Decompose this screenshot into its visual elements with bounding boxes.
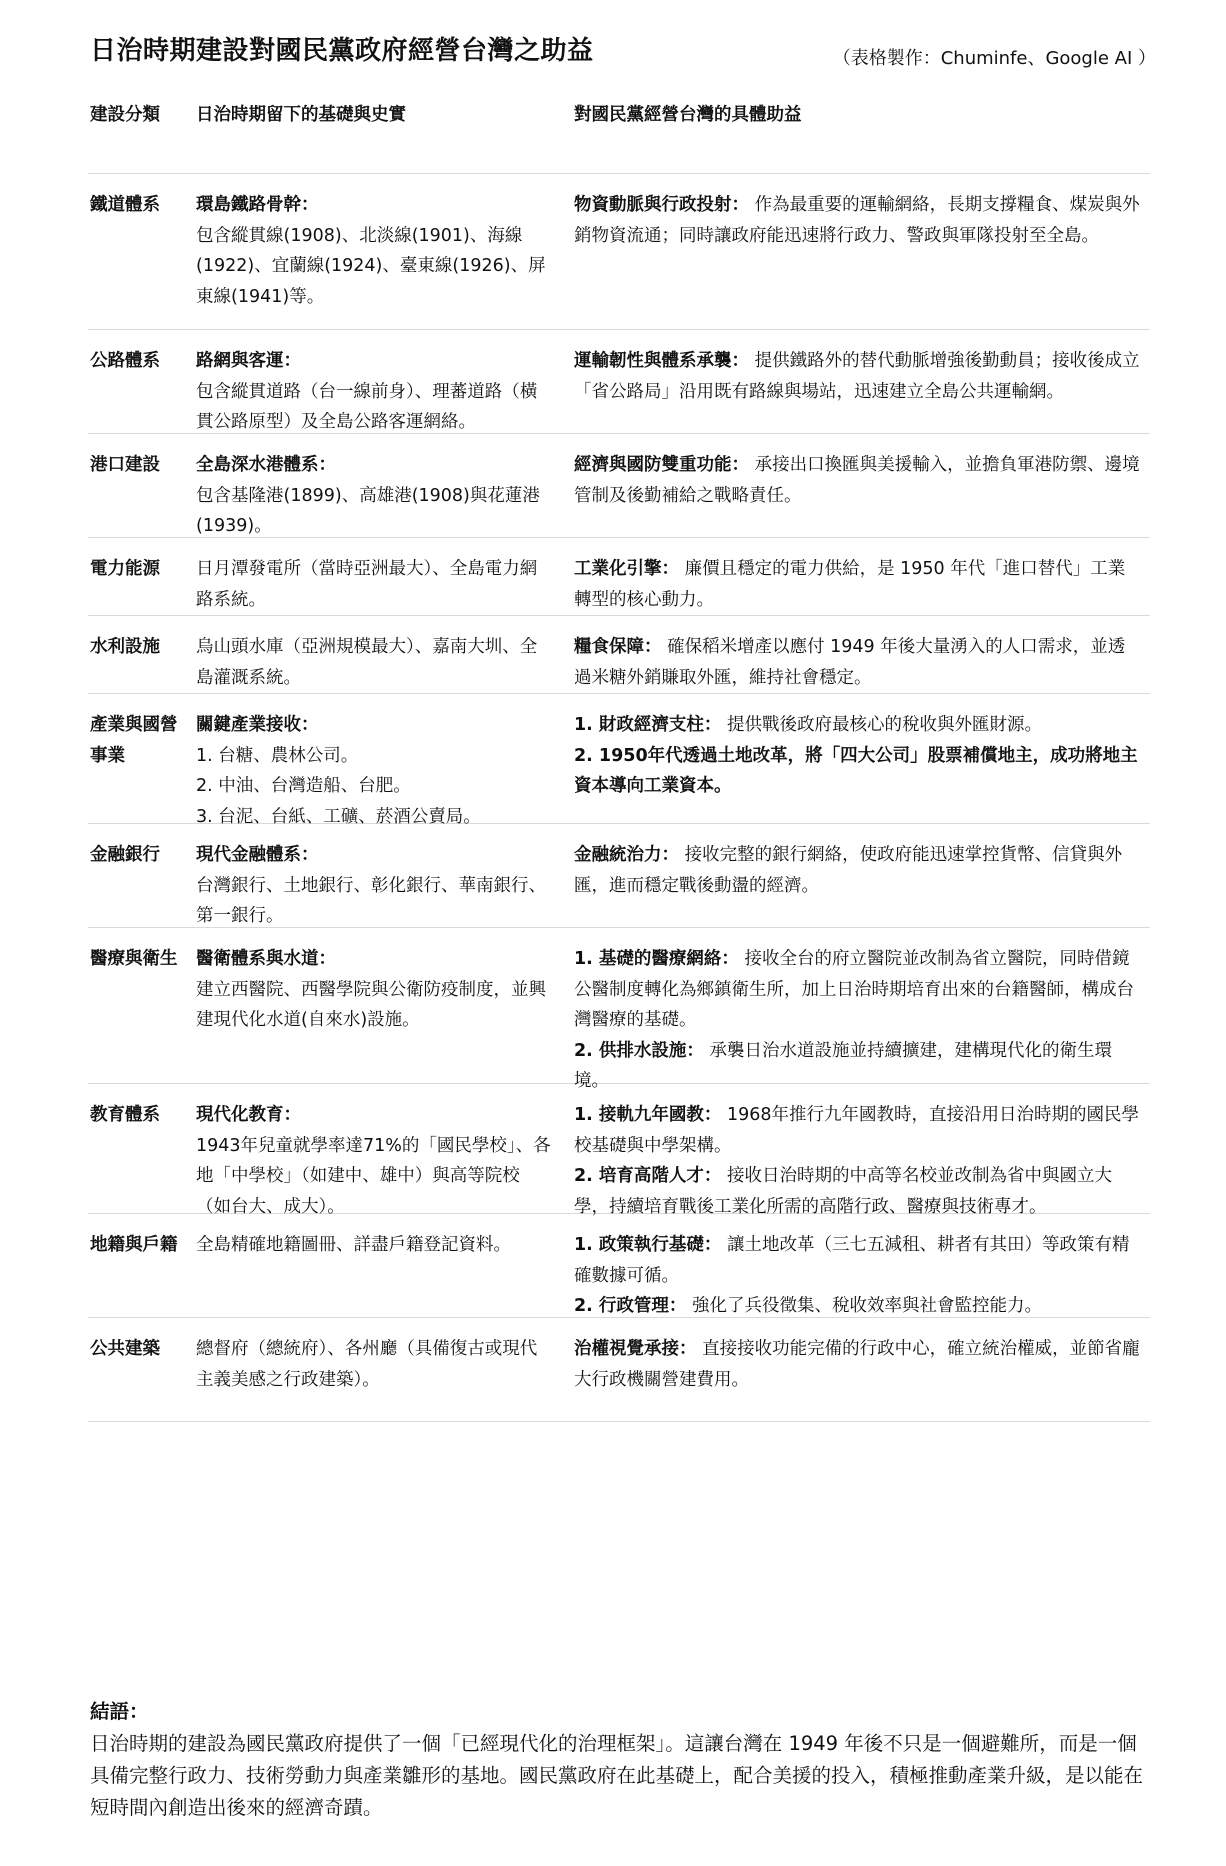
- foundation-text: 烏山頭水庫（亞洲規模最大）、嘉南大圳、全島灌溉系統。: [196, 637, 538, 688]
- benefit-title: 治權視覺承接：: [574, 1339, 697, 1359]
- benefit-title: 1. 接軌九年國教：: [574, 1105, 722, 1125]
- foundation-title: 環島鐵路骨幹：: [196, 195, 319, 215]
- table-row: [88, 1214, 1150, 1318]
- benefit-title: 糧食保障：: [574, 637, 662, 657]
- comparison-table: [88, 100, 1150, 1422]
- foundation-text: 日月潭發電所（當時亞洲最大）、全島電力網路系統。: [196, 559, 538, 610]
- benefit-title: 2. 1950年代透過土地改革，將「四大公司」股票補償地主，成功將地主資本導向工業資本。: [574, 745, 1138, 796]
- foundation-title: 全島深水港體系：: [196, 455, 336, 475]
- benefit-title: 工業化引擎：: [574, 559, 679, 579]
- benefit-item: [574, 554, 1140, 615]
- row-foundation: [188, 1230, 568, 1317]
- benefit-title: 2. 供排水設施：: [574, 1040, 704, 1061]
- benefit-text: 提供戰後政府最核心的稅收與外匯財源。: [727, 715, 1042, 735]
- foundation-text: 全島精確地籍圖冊、詳盡戶籍登記資料。: [196, 1235, 511, 1255]
- benefit-item: [574, 346, 1140, 407]
- row-foundation: [188, 554, 568, 615]
- table-row: [88, 538, 1150, 616]
- page-title: 日治時期建設對國民黨政府經營台灣之助益: [90, 36, 594, 66]
- table-row: [88, 434, 1150, 538]
- row-foundation: [188, 450, 568, 537]
- benefit-item: [574, 944, 1140, 1036]
- foundation-title: 關鍵產業接收：: [196, 715, 319, 735]
- benefit-text: 確保稻米增產以應付 1949 年後大量湧入的人口需求，並透過米糖外銷賺取外匯，維持社會穩定。: [574, 637, 1126, 688]
- table-row: [88, 1318, 1150, 1422]
- benefit-title: 2. 行政管理：: [574, 1296, 687, 1316]
- foundation-title: 現代金融體系：: [196, 845, 319, 865]
- row-foundation: [188, 710, 568, 827]
- row-foundation: [188, 1334, 568, 1421]
- benefit-text: 直接接收功能完備的行政中心，確立統治權威，並節省龐大行政機關營建費用。: [574, 1339, 1140, 1390]
- row-benefit: [568, 450, 1140, 537]
- row-benefit: [568, 710, 1140, 823]
- foundation-text: 3. 台泥、台紙、工礦、菸酒公賣局。: [196, 806, 481, 827]
- row-foundation: [188, 190, 568, 329]
- row-category: 鐵道體系: [90, 195, 160, 215]
- table-row: [88, 616, 1150, 694]
- benefit-text: 承接出口換匯與美援輸入，並擔負軍港防禦、邊境管制及後勤補給之戰略責任。: [574, 455, 1140, 506]
- benefit-item: [574, 840, 1140, 901]
- benefit-text: 廉價且穩定的電力供給，是 1950 年代「進口替代」工業轉型的核心動力。: [574, 559, 1126, 610]
- foundation-text: 包含縱貫線(1908)、北淡線(1901)、海線(1922)、宜蘭線(1924)、臺東線(1926)、屏東線(1941)等。: [196, 225, 546, 307]
- header-category: 建設分類: [90, 105, 160, 125]
- row-foundation: [188, 346, 568, 433]
- table-credit: （表格製作：Chuminfe、Google AI ）: [832, 48, 1156, 69]
- foundation-text: 包含基隆港(1899)、高雄港(1908)與花蓮港(1939)。: [196, 485, 540, 536]
- benefit-text: 接收日治時期的中高等名校並改制為省中與國立大學，持續培育戰後工業化所需的高階行政、醫療與技術專才。: [574, 1166, 1112, 1217]
- foundation-text: 包含縱貫道路（台一線前身）、理蕃道路（橫貫公路原型）及全島公路客運網絡。: [196, 381, 538, 432]
- row-benefit: [568, 1100, 1140, 1217]
- table-row: [88, 174, 1150, 330]
- benefit-text: 接收完整的銀行網絡，使政府能迅速掌控貨幣、信貸與外匯，進而穩定戰後動盪的經濟。: [574, 845, 1123, 896]
- benefit-title: 經濟與國防雙重功能：: [574, 455, 749, 475]
- row-category: 教育體系: [90, 1105, 160, 1125]
- row-benefit: [568, 1334, 1140, 1421]
- foundation-title: 現代化教育：: [196, 1105, 301, 1125]
- benefit-title: 1. 基礎的醫療網絡：: [574, 949, 739, 969]
- benefit-item: [574, 1291, 1140, 1322]
- conclusion-title: 結語：: [90, 1700, 149, 1723]
- row-benefit: [568, 840, 1140, 927]
- row-category: 公路體系: [90, 351, 160, 371]
- table-row: [88, 824, 1150, 928]
- table-header-row: [88, 100, 1150, 174]
- table-row: [88, 330, 1150, 434]
- row-benefit: [568, 1230, 1140, 1317]
- row-category: 公共建築: [90, 1339, 160, 1359]
- benefit-title: 運輸韌性與體系承襲：: [574, 351, 749, 371]
- row-category: 水利設施: [90, 637, 160, 657]
- row-benefit: [568, 190, 1140, 329]
- header-benefit: 對國民黨經營台灣的具體助益: [574, 105, 802, 125]
- benefit-title: 1. 財政經濟支柱：: [574, 715, 722, 735]
- foundation-text: 2. 中油、台灣造船、台肥。: [196, 776, 411, 796]
- foundation-text: 1. 台糖、農林公司。: [196, 745, 359, 766]
- foundation-title: 醫衛體系與水道：: [196, 949, 336, 969]
- foundation-text: 總督府（總統府）、各州廳（具備復古或現代主義美感之行政建築）。: [196, 1339, 538, 1390]
- row-category: 產業與國營事業: [90, 715, 178, 766]
- benefit-item: [574, 450, 1140, 511]
- row-category: 金融銀行: [90, 845, 160, 865]
- benefit-text: 承襲日治水道設施並持續擴建，建構現代化的衛生環境。: [574, 1040, 1112, 1091]
- benefit-text: 作為最重要的運輸網絡，長期支撐糧食、煤炭與外銷物資流通；同時讓政府能迅速將行政力、警政與軍隊投射至全島。: [574, 195, 1140, 246]
- benefit-item: [574, 1230, 1140, 1291]
- row-foundation: [188, 1100, 568, 1217]
- benefit-item: [574, 1161, 1140, 1222]
- row-foundation: [188, 632, 568, 693]
- benefit-item: [574, 1036, 1140, 1097]
- benefit-text: 1968年推行九年國教時，直接沿用日治時期的國民學校基礎與中學架構。: [574, 1105, 1140, 1156]
- row-benefit: [568, 346, 1140, 433]
- conclusion: [90, 1696, 1150, 1824]
- benefit-item: [574, 632, 1140, 693]
- row-benefit: [568, 554, 1140, 615]
- conclusion-text: 日治時期的建設為國民黨政府提供了一個「已經現代化的治理框架」。這讓台灣在 1949 年後不只是一個避難所，而是一個具備完整行政力、技術勞動力與產業雛形的基地。國民黨政府在此基礎上，配合美援的投入，積極推動產業升級，是以能在短時間內創造出後來的經濟奇蹟。: [90, 1732, 1144, 1819]
- benefit-item: [574, 190, 1140, 251]
- benefit-text: 強化了兵役徵集、稅收效率與社會監控能力。: [692, 1296, 1042, 1316]
- benefit-title: 金融統治力：: [574, 845, 679, 865]
- foundation-title: 路網與客運：: [196, 351, 301, 371]
- header-foundation: 日治時期留下的基礎與史實: [196, 105, 406, 125]
- benefit-text: 提供鐵路外的替代動脈增強後勤動員；接收後成立「省公路局」沿用既有路線與場站，迅速建立全島公共運輸網。: [574, 351, 1140, 402]
- benefit-item: [574, 1100, 1140, 1161]
- foundation-text: 台灣銀行、土地銀行、彰化銀行、華南銀行、第一銀行。: [196, 875, 546, 926]
- row-category: 地籍與戶籍: [90, 1235, 178, 1255]
- benefit-text: 讓土地改革（三七五減租、耕者有其田）等政策有精確數據可循。: [574, 1235, 1130, 1286]
- row-category: 港口建設: [90, 455, 160, 475]
- row-foundation: [188, 840, 568, 927]
- benefit-text: 接收全台的府立醫院並改制為省立醫院，同時借鏡公醫制度轉化為鄉鎮衛生所，加上日治時期培育出來的台籍醫師，構成台灣醫療的基礎。: [574, 949, 1134, 1030]
- benefit-item: [574, 710, 1140, 741]
- table-row: [88, 1084, 1150, 1217]
- row-foundation: [188, 944, 568, 1083]
- benefit-item: [574, 1334, 1140, 1395]
- foundation-text: 建立西醫院、西醫學院與公衛防疫制度，並興建現代化水道(自來水)設施。: [196, 979, 546, 1030]
- benefit-item: [574, 741, 1140, 802]
- benefit-title: 1. 政策執行基礎：: [574, 1235, 722, 1255]
- foundation-text: 1943年兒童就學率達71%的「國民學校」、各地「中學校」（如建中、雄中）與高等院校（如台大、成大）。: [196, 1135, 551, 1217]
- table-row: [88, 694, 1150, 827]
- benefit-title: 物資動脈與行政投射：: [574, 195, 749, 215]
- row-benefit: [568, 944, 1140, 1091]
- table-row: [88, 928, 1150, 1091]
- benefit-title: 2. 培育高階人才：: [574, 1166, 722, 1186]
- row-category: 醫療與衛生: [90, 949, 178, 969]
- row-benefit: [568, 632, 1140, 693]
- row-category: 電力能源: [90, 559, 160, 579]
